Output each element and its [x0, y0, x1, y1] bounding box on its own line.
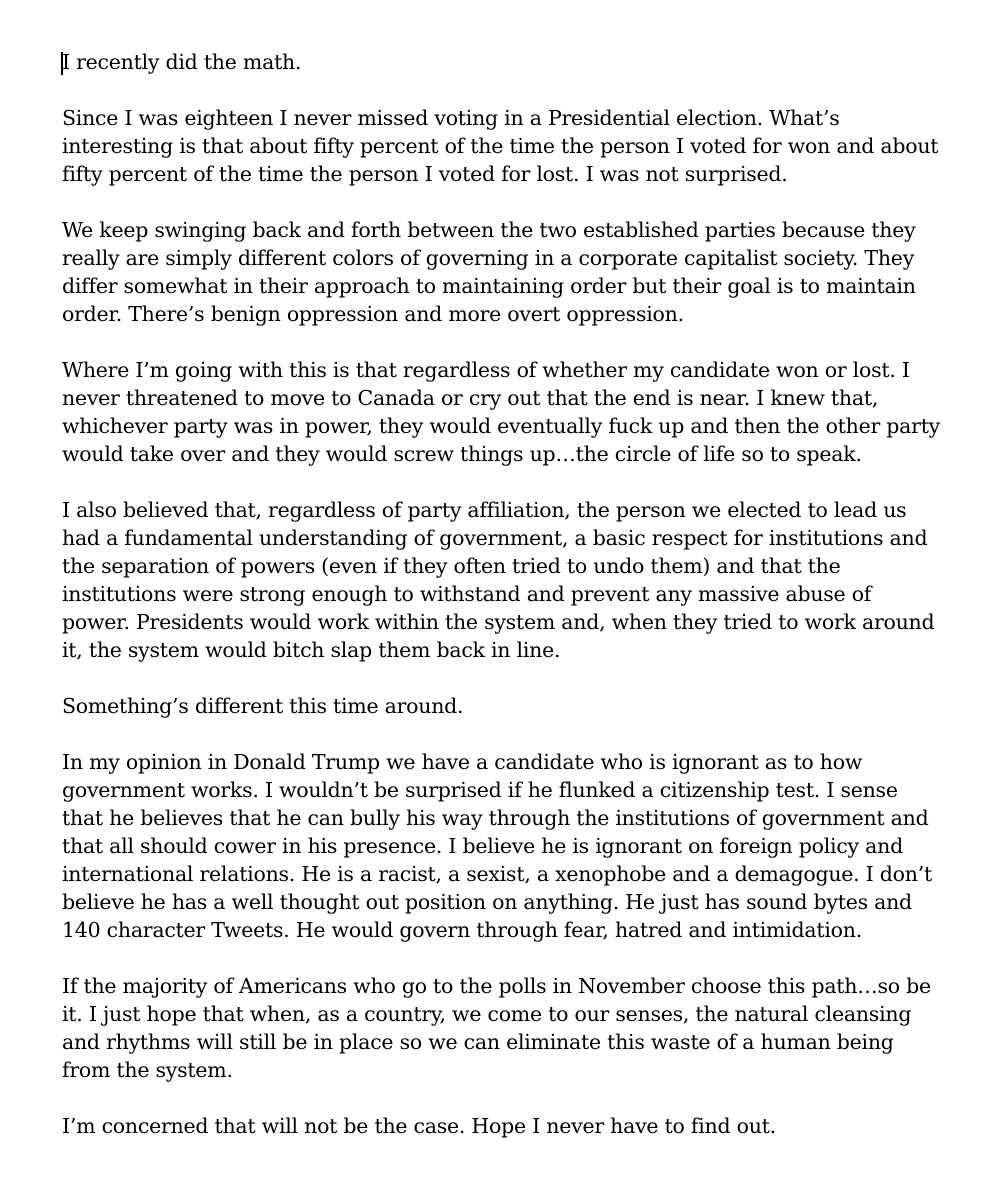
document-body[interactable]: [62, 48, 942, 1140]
paragraph-1[interactable]: I recently did the math.: [62, 50, 302, 74]
paragraph-8[interactable]: If the majority of Americans who go to the polls in November choose this path…so be it. I just hope that when, as a country, we come to our senses, the natural cleansing and rhythms will still be in place so we can eliminate this waste of a human being from the system.: [62, 974, 931, 1082]
paragraph-7[interactable]: In my opinion in Donald Trump we have a candidate who is ignorant as to how government works. I wouldn’t be surprised if he flunked a citizenship test. I sense that he believes that he can bully his way through the institutions of government and that all should cower in his presence. I believe he is ignorant on foreign policy and international relations. He is a racist, a sexist, a xenophobe and a demagogue. I don’t believe he has a well thought out position on anything. He just has sound bytes and 140 character Tweets. He would govern through fear, hatred and intimidation.: [62, 750, 932, 942]
paragraph-3[interactable]: We keep swinging back and forth between the two established parties because they really are simply different colors of governing in a corporate capitalist society. They differ somewhat in their approach to maintaining order but their goal is to maintain order. There’s benign oppression and more overt oppression.: [62, 218, 916, 326]
paragraph-2[interactable]: Since I was eighteen I never missed voting in a Presidential election. What’s interesting is that about fifty percent of the time the person I voted for won and about fifty percent of the time the person I voted for lost. I was not surprised.: [62, 106, 939, 186]
paragraph-6[interactable]: Something’s different this time around.: [62, 694, 464, 718]
paragraph-4[interactable]: Where I’m going with this is that regardless of whether my candidate won or lost. I never threatened to move to Canada or cry out that the end is near. I knew that, whichever party was in power, they would eventually fuck up and then the other party would take over and they would screw things up…the circle of life so to speak.: [62, 358, 941, 466]
paragraph-9[interactable]: I’m concerned that will not be the case. Hope I never have to find out.: [62, 1114, 776, 1138]
paragraph-5[interactable]: I also believed that, regardless of party affiliation, the person we elected to lead us had a fundamental understanding of government, a basic respect for institutions and the separation of powers (even if they often tried to undo them) and that the institutions were strong enough to withstand and prevent any massive abuse of power. Presidents would work within the system and, when they tried to work around it, the system would bitch slap them back in line.: [62, 498, 935, 662]
text-cursor: [61, 52, 63, 75]
